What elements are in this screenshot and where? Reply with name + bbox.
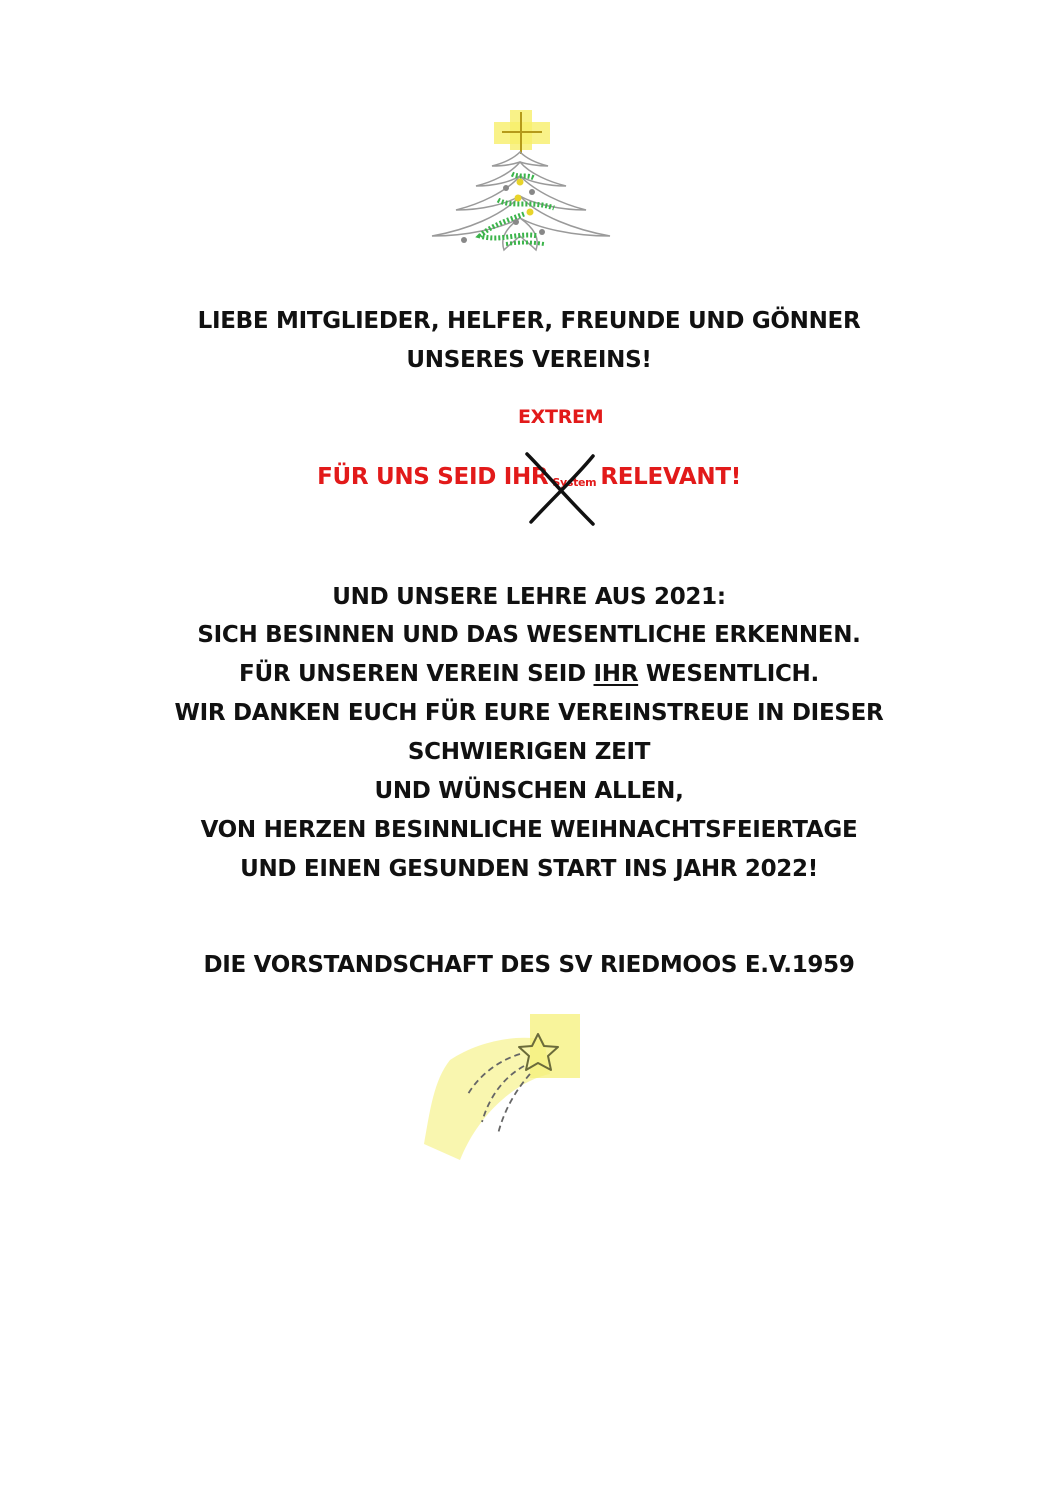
message-line-3-before: FÜR UNSEREN VEREIN SEID xyxy=(239,661,594,687)
emphasized-word: IHR xyxy=(593,661,639,687)
message-line-3-after: WESENTLICH. xyxy=(638,661,819,687)
message-line-6: UND WÜNSCHEN ALLEN, xyxy=(374,778,684,804)
signature: DIE VORSTANDSCHAFT DES SV RIEDMOOS E.V.1959 xyxy=(203,952,855,978)
greeting-line-1: LIEBE MITGLIEDER, HELFER, FREUNDE UND GÖNNER xyxy=(197,308,861,334)
message-line-5: SCHWIERIGEN ZEIT xyxy=(407,739,651,765)
message-line-8: UND EINEN GESUNDEN START INS JAHR 2022! xyxy=(240,856,818,882)
relevant-after: RELEVANT! xyxy=(600,464,741,490)
message-line-4: WIR DANKEN EUCH FÜR EURE VEREINSTREUE IN DIESER xyxy=(174,700,884,726)
relevant-before: FÜR UNS SEID IHR xyxy=(317,464,549,490)
strike-cross-icon xyxy=(517,448,603,526)
christmas-tree-icon xyxy=(420,104,620,274)
struck-word: System xyxy=(552,476,597,489)
inserted-word: EXTREM xyxy=(518,406,604,428)
shooting-star-icon xyxy=(420,1010,590,1170)
message-line-2: SICH BESINNEN UND DAS WESENTLICHE ERKENNEN. xyxy=(197,622,861,648)
message-line-3 xyxy=(0,661,1058,687)
message-line-7: VON HERZEN BESINNLICHE WEIHNACHTSFEIERTAGE xyxy=(200,817,858,843)
greeting-line-2: UNSERES VEREINS! xyxy=(406,347,652,373)
message-line-1: UND UNSERE LEHRE AUS 2021: xyxy=(332,584,726,610)
